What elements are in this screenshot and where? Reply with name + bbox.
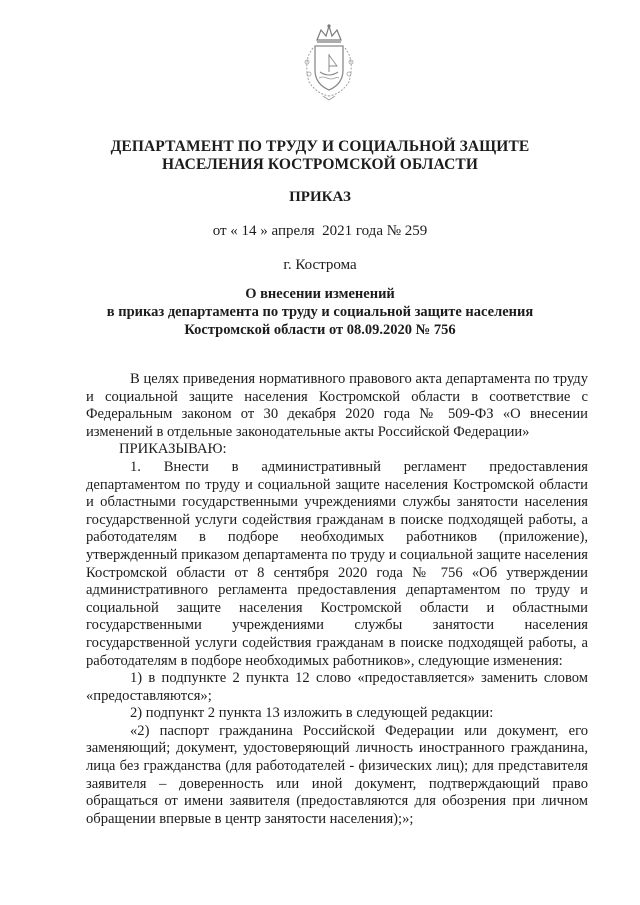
quoted-amendment-paragraph: «2) паспорт гражданина Российской Федерации или документ, его заменяющий; документ, удостоверяющий личность иностранного гражданина, лица без гражданства (для работодателей - физических лиц); для представителя заявителя – доверенность или иной документ, подтверждающий право обращаться от имени заявителя (предоставляются для обозрения при личном обращении впервые в центр занятости населения);»; — [86, 722, 588, 827]
subitem-1-paragraph: 1) в подпункте 2 пункта 12 слово «предоставляется» заменить словом «предоставляются»; — [86, 670, 588, 704]
item-1-paragraph: 1. Внести в административный регламент предоставления департаментом по труду и социальной защите населения Костромской области и областными государственными учреждениями службы занятости населения государственной услуги содействия гражданам в поиске подходящей работы, а работодателям в подборе необходимых работников (приложение), утвержденный приказом департамента по труду и социальной защите населения Костромской области от 8 сентября 2020 года № 756 «Об утверждении административного регламента предоставления департаментом по труду и социальной защите населения Костромской области и областными государственными учреждениями службы занятости населения государственной услуги содействия гражданам в поиске подходящей работы, а работодателям в подборе необходимых работников», следующие изменения: — [86, 458, 588, 669]
date-and-number: от « 14 » апреля 2021 года № 259 — [212, 223, 428, 239]
subject-title — [60, 285, 580, 339]
subitem-2-paragraph: 2) подпункт 2 пункта 13 изложить в следующей редакции: — [130, 705, 494, 722]
city: г. Кострома — [283, 257, 357, 273]
subject-line-1: О внесении изменений — [245, 286, 395, 302]
subject-line-2: в приказ департамента по труду и социальной защите населения — [106, 304, 534, 320]
department-name — [60, 138, 580, 174]
subject-line-3: Костромской области от 08.09.2020 № 756 — [184, 322, 456, 338]
order-word: ПРИКАЗЫВАЮ: — [119, 441, 227, 458]
document-body — [86, 371, 588, 828]
preamble-paragraph: В целях приведения нормативного правового акта департамента по труду и социальной защите населения Костромской области в соответствие с Федеральным законом от 30 декабря 2020 года № 509-ФЗ «О внесении изменений в отдельные законодательные акты Российской Федерации» — [86, 371, 588, 440]
doc-type: ПРИКАЗ — [289, 189, 351, 205]
department-line-2: НАСЕЛЕНИЯ КОСТРОМСКОЙ ОБЛАСТИ — [162, 156, 478, 173]
department-line-1: ДЕПАРТАМЕНТ ПО ТРУДУ И СОЦИАЛЬНОЙ ЗАЩИТЕ — [110, 138, 530, 155]
coat-of-arms-icon — [293, 22, 365, 102]
